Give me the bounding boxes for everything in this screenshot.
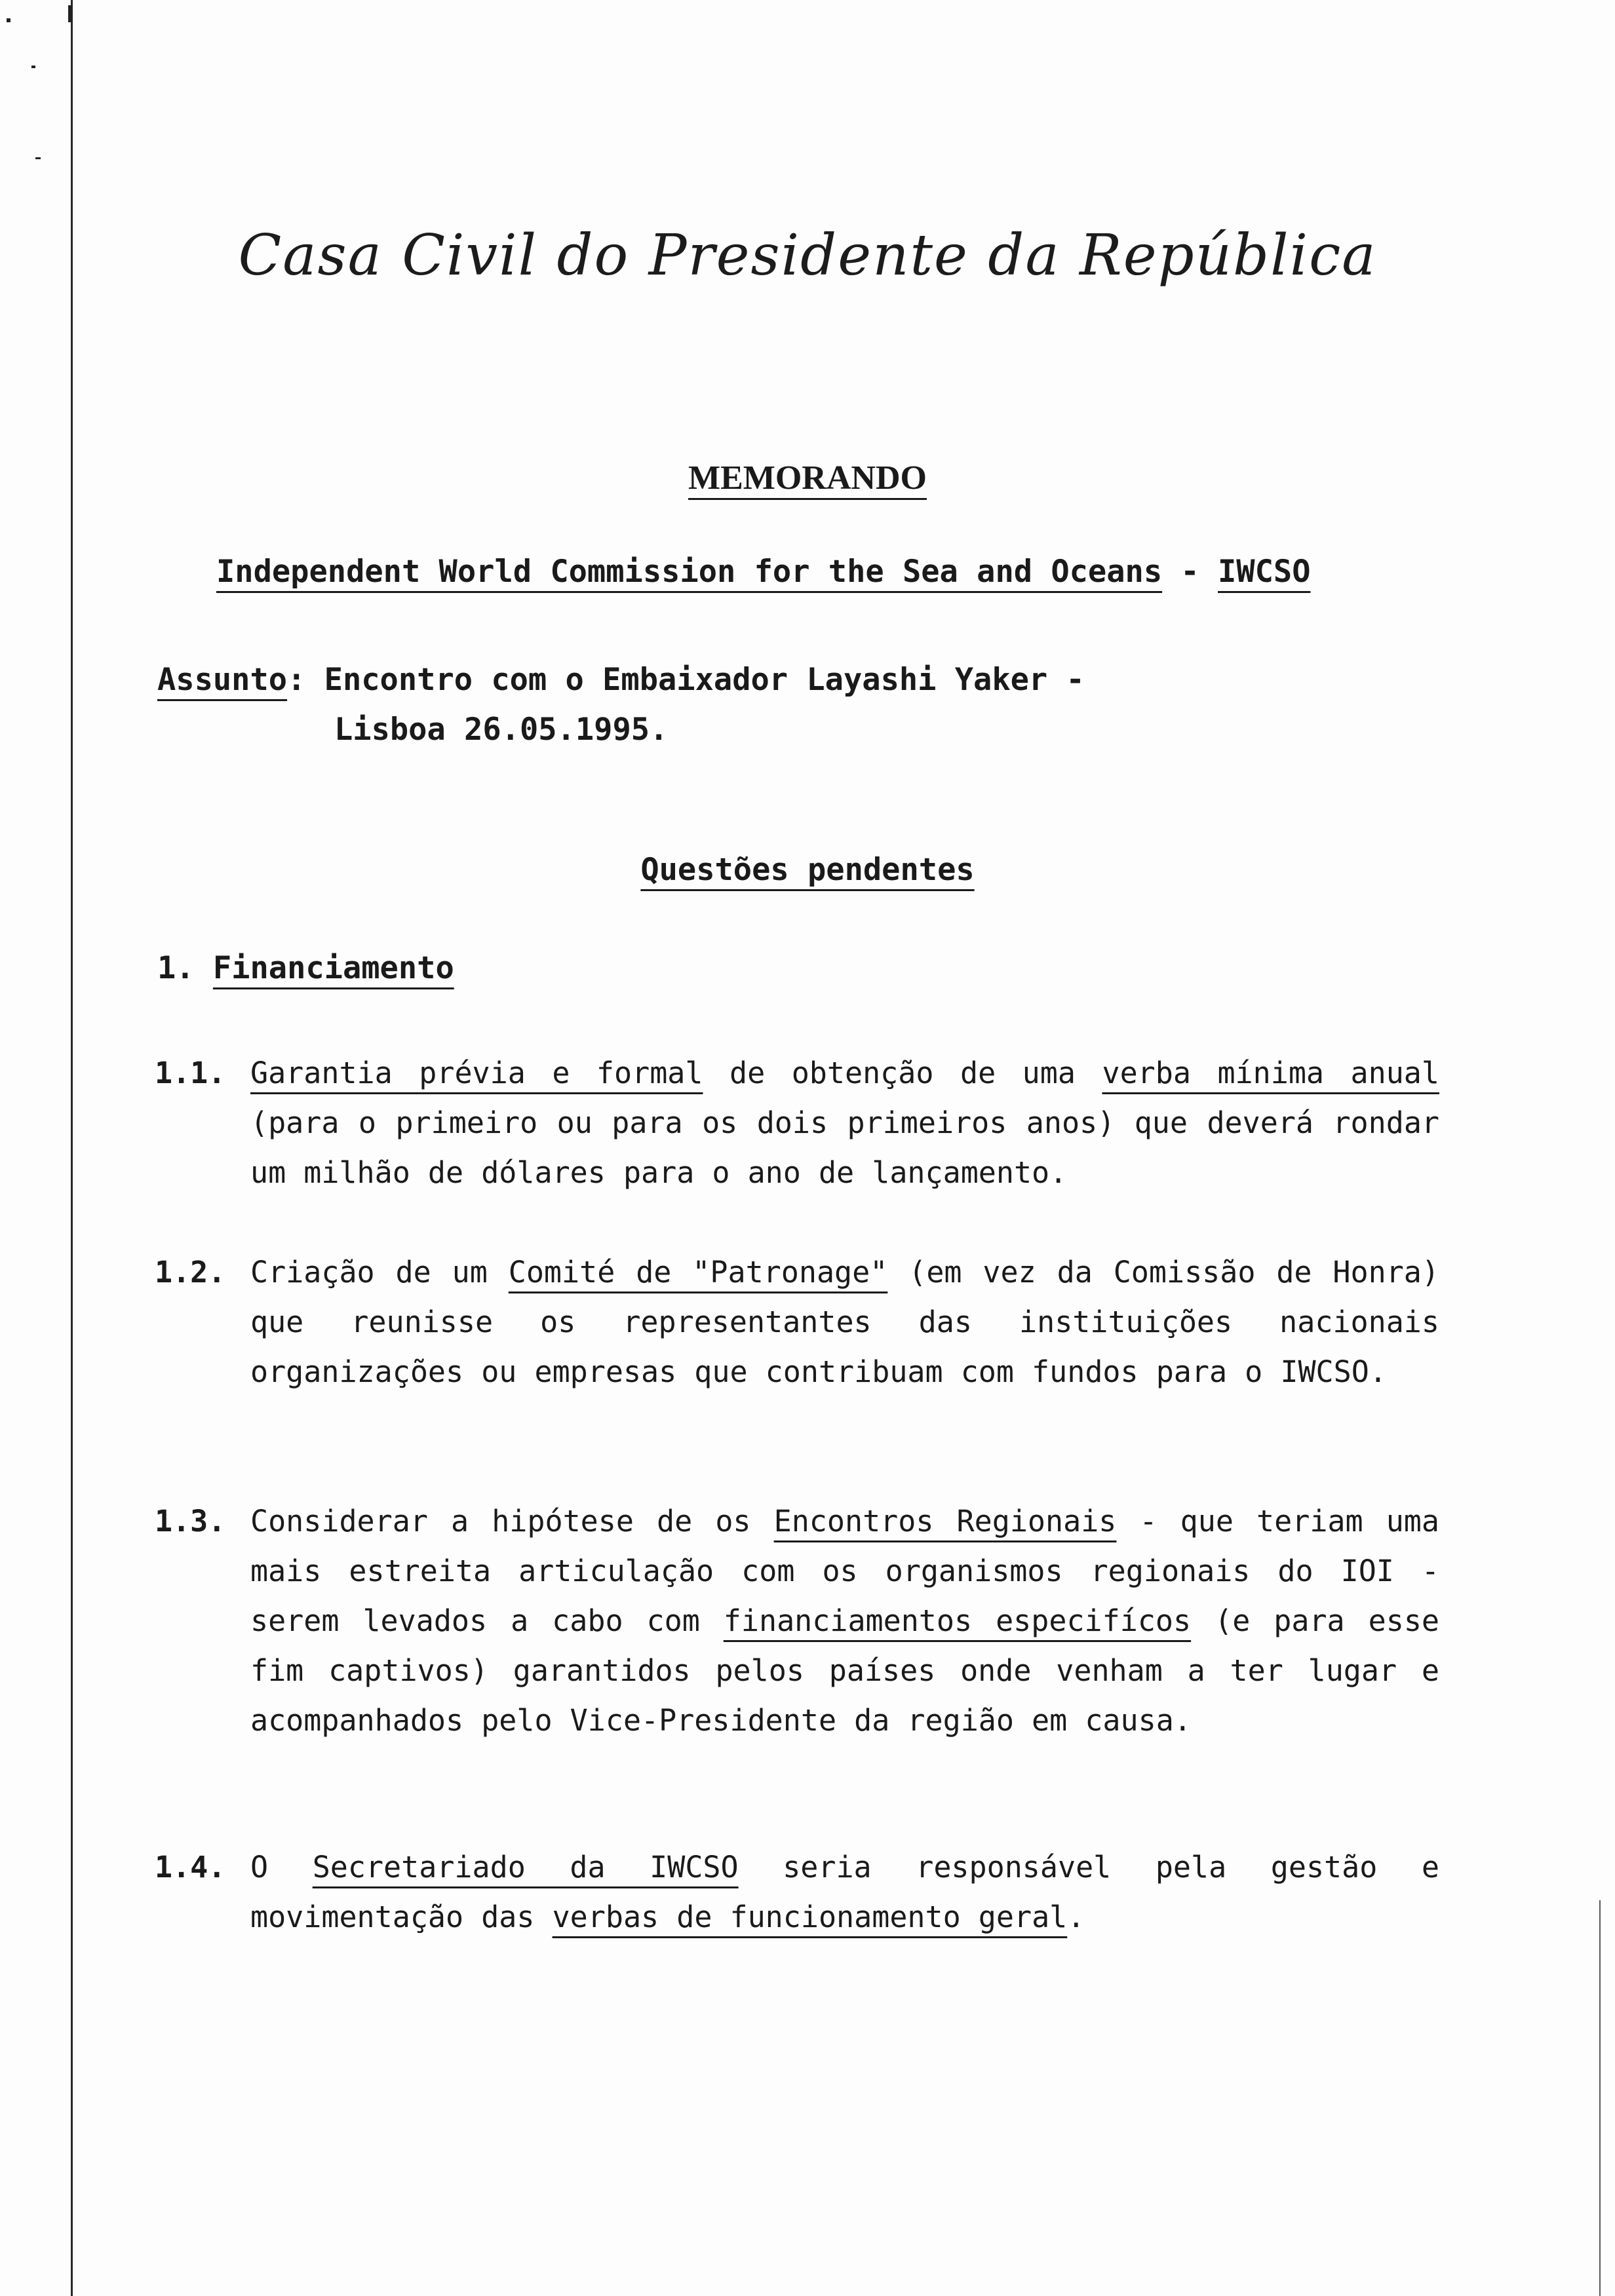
item-number: 1.2. (155, 1255, 226, 1290)
item-segment: (e para esse fim captivos) garantidos pelos países onde venham a ter lugar e acompanhados pelo Vice-Presidente da região em causa. (250, 1603, 1440, 1738)
memo-title (0, 459, 1615, 497)
item-segment: Comité de "Patronage" (508, 1255, 888, 1290)
item-segment: Criação de um (250, 1255, 509, 1290)
item-segment: O (250, 1850, 313, 1885)
commission-acronym: IWCSO (1218, 554, 1311, 590)
letterhead: Casa Civil do Presidente da República (238, 223, 1377, 288)
item-text (250, 1048, 1439, 1198)
commission-separator: - (1162, 554, 1218, 590)
item-1-4 (155, 1843, 1439, 1942)
pending-issues-text: Questões pendentes (640, 852, 975, 888)
section-heading (157, 950, 454, 986)
scan-mark (31, 66, 35, 68)
item-segment: . (1067, 1900, 1085, 1934)
item-segment: (em vez da Comissão de Honra) que reunisse os representantes das instituições nacionais organizações ou empresas que contribuam com fundos para o IWCSO. (250, 1255, 1439, 1389)
item-segment: Considerar a hipótese de os (250, 1504, 774, 1539)
item-segment: de obtenção de uma (703, 1056, 1102, 1090)
item-number: 1.3. (155, 1504, 226, 1539)
subject-line-2: Lisboa 26.05.1995. (334, 712, 669, 748)
subject-block (157, 655, 1085, 755)
item-segment: (para o primeiro ou para os dois primeiros anos) que deverá rondar um milhão de dólares para o ano de lançamento. (250, 1105, 1439, 1190)
item-number: 1.1. (155, 1056, 226, 1090)
subject-label: Assunto (157, 662, 288, 698)
commission-heading (216, 554, 1396, 590)
item-number: 1.4. (155, 1850, 226, 1885)
item-1-1 (155, 1048, 1439, 1198)
scan-mark (35, 157, 41, 159)
commission-name: Independent World Commission for the Sea and Oceans (216, 554, 1163, 590)
item-text (250, 1248, 1439, 1397)
subject-text-line-1: Encontro com o Embaixador Layashi Yaker - (324, 662, 1085, 698)
scan-left-edge (71, 0, 73, 2296)
item-1-2 (155, 1248, 1439, 1397)
item-segment: Encontros Regionais (773, 1504, 1117, 1539)
item-text (250, 1843, 1439, 1942)
item-segment: - que teriam uma mais estreita articulação com os organismos regionais do IOI - serem levados a cabo com (250, 1504, 1439, 1638)
section-number: 1. (157, 950, 195, 986)
pending-issues-heading (0, 852, 1615, 888)
memo-title-text: MEMORANDO (688, 459, 927, 497)
section-title: Financiamento (212, 950, 454, 986)
scan-mark (7, 18, 10, 22)
item-text (250, 1497, 1439, 1746)
item-segment: Garantia prévia e formal (250, 1056, 703, 1090)
item-segment: verbas de funcionamento geral (552, 1900, 1068, 1934)
item-1-3 (155, 1497, 1439, 1746)
item-segment: financiamentos especifícos (723, 1603, 1192, 1638)
item-segment: seria responsável pela gestão e movimentação das (250, 1850, 1440, 1934)
scan-mark (68, 5, 72, 22)
scan-right-edge (1599, 1900, 1601, 2296)
item-segment: verba mínima anual (1102, 1056, 1439, 1090)
subject-line-1: Assunto: Encontro com o Embaixador Layashi Yaker - (157, 662, 1085, 698)
item-segment: Secretariado da IWCSO (312, 1850, 739, 1885)
